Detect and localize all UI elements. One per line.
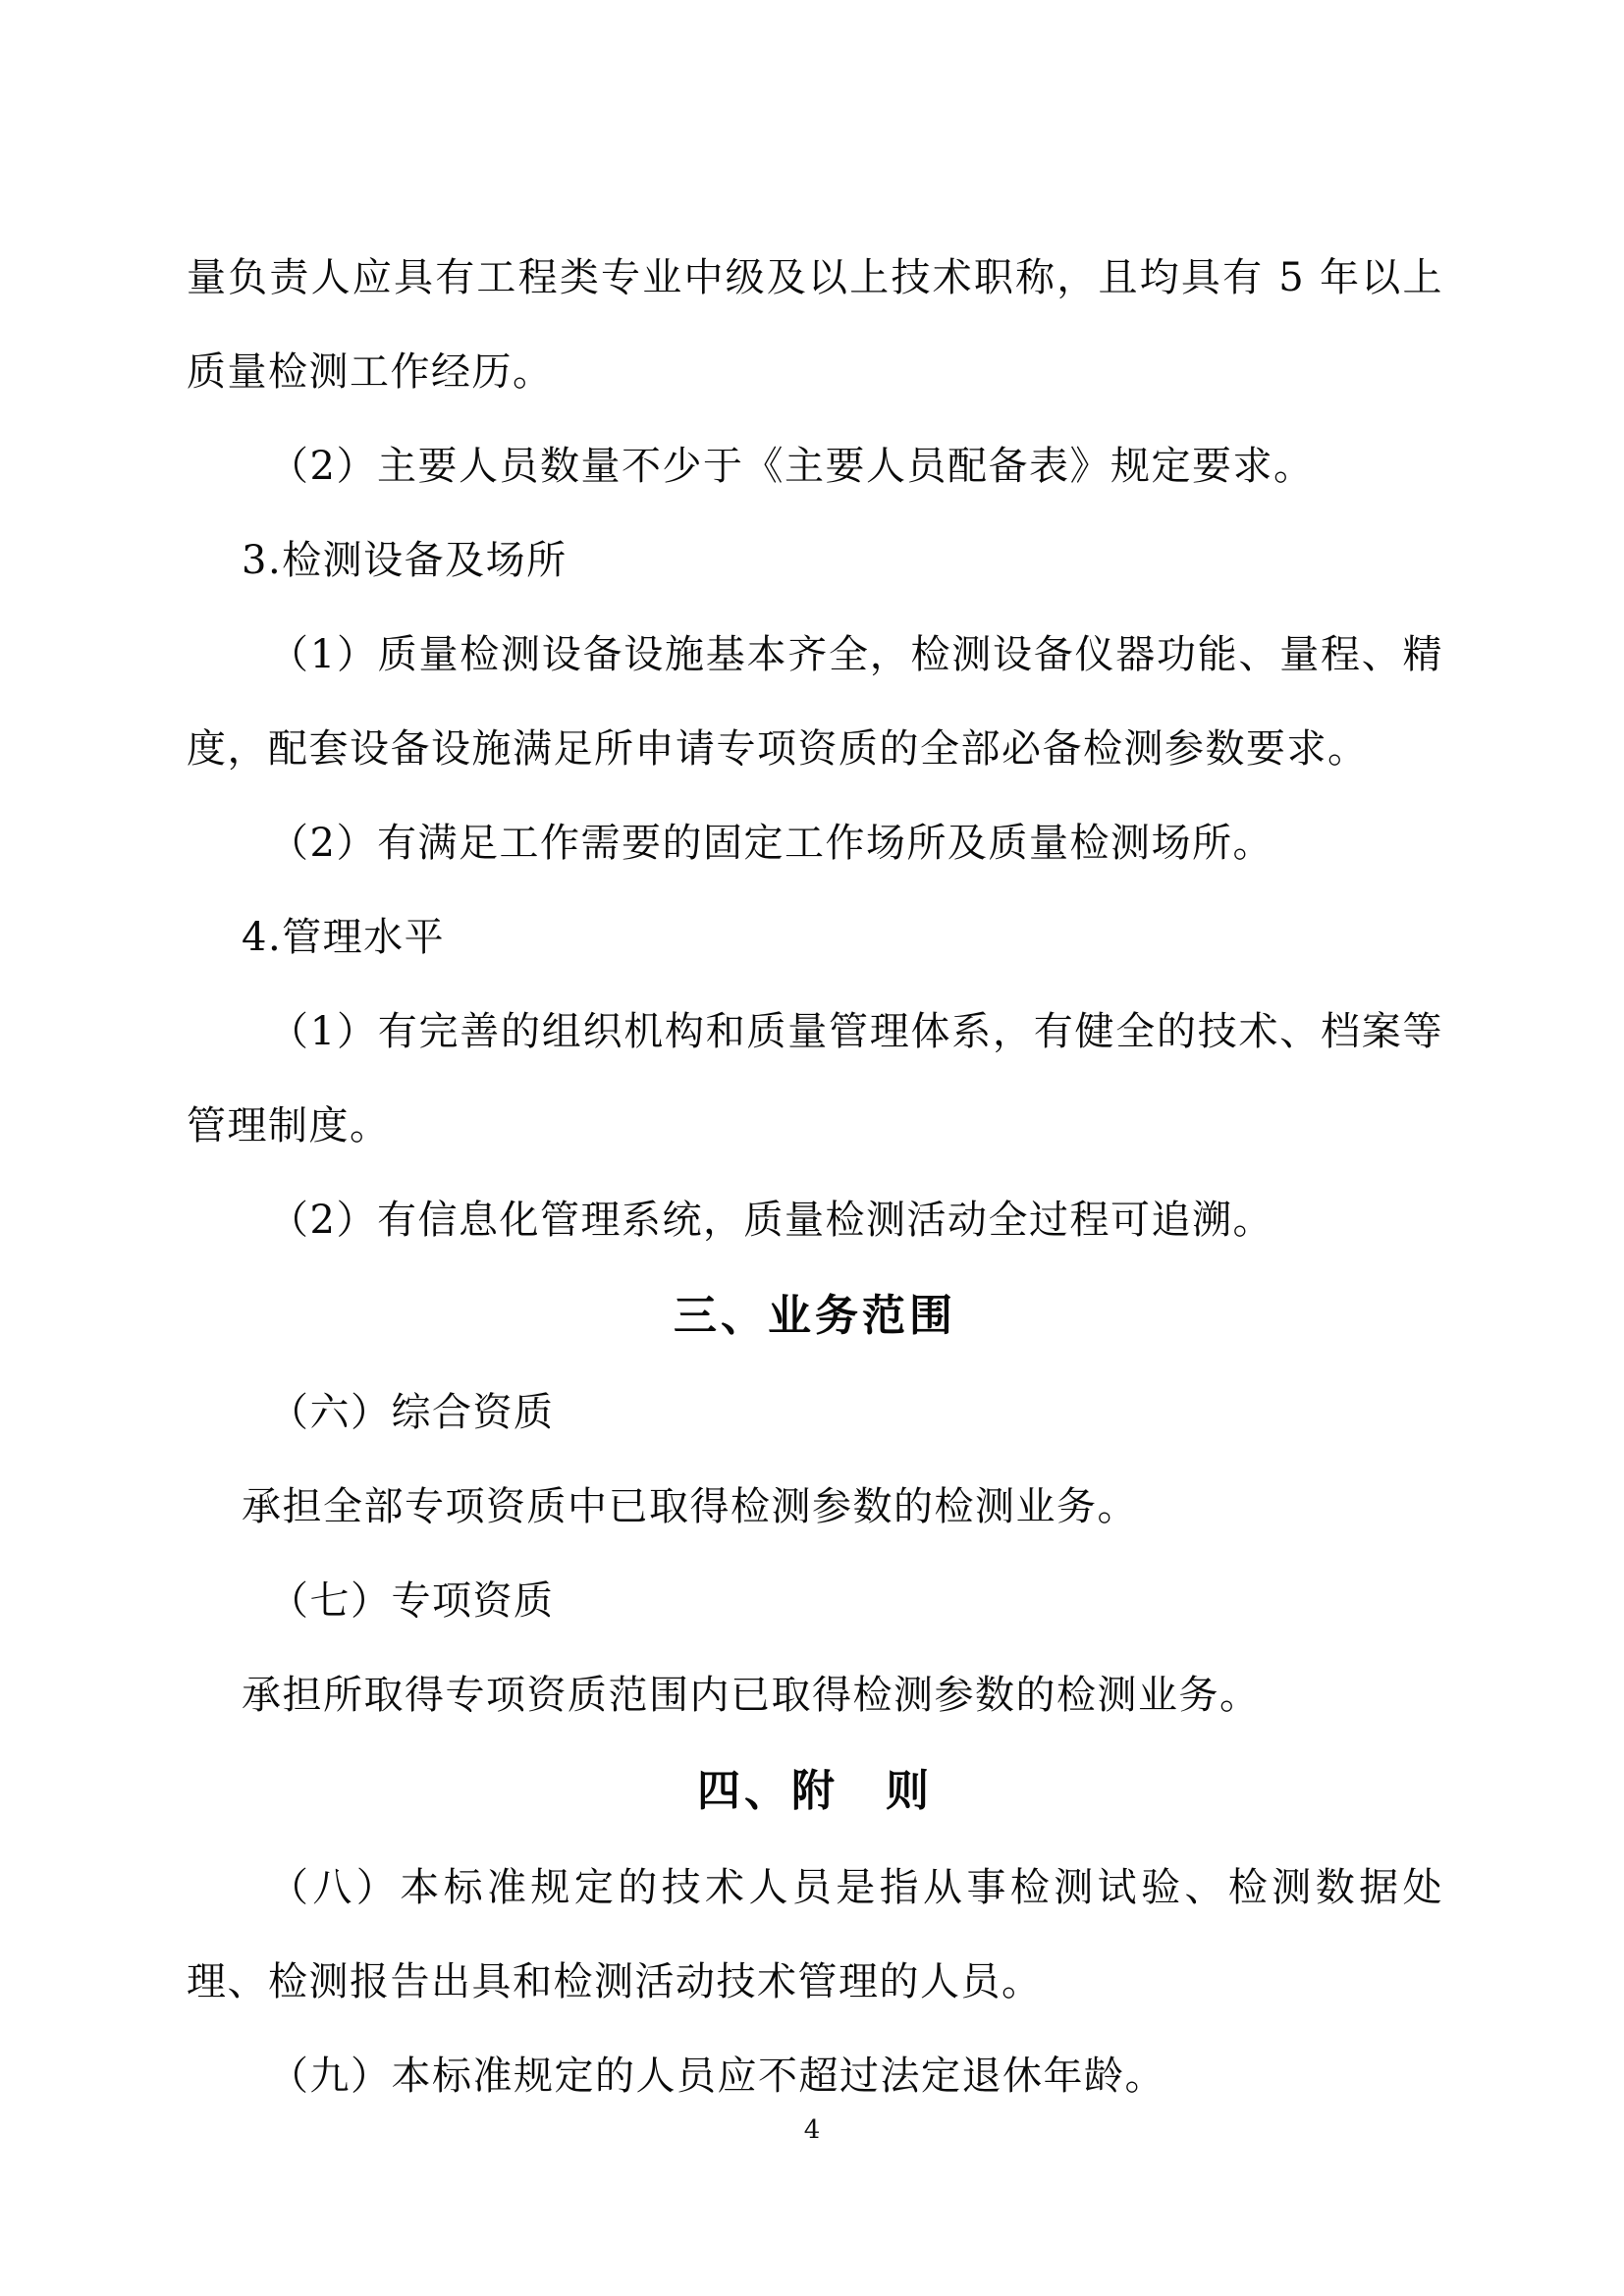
paragraph-section-3-title: 3.检测设备及场所 — [242, 538, 568, 583]
paragraph-item-7-body: 承担所取得专项资质范围内已取得检测参数的检测业务。 — [242, 1673, 1261, 1718]
paragraph-item-1-equipment: （1）质量检测设备设施基本齐全，检测设备仪器功能、量程、精度，配套设备设施满足所申请专项资质的全部必备检测参数要求。 — [187, 632, 1443, 772]
paragraph-item-2-staff-count: （2）主要人员数量不少于《主要人员配备表》规定要求。 — [269, 444, 1315, 489]
paragraph-item-9-retirement-age: （九）本标准规定的人员应不超过法定退休年龄。 — [269, 2054, 1165, 2099]
page-number: 4 — [803, 2115, 821, 2145]
paragraph-item-2-workplace: （2）有满足工作需要的固定工作场所及质量检测场所。 — [269, 821, 1273, 866]
paragraph-continuation-quality-manager: 量负责人应具有工程类专业中级及以上技术职称，且均具有 5 年以上质量检测工作经历。 — [187, 255, 1443, 395]
paragraph-item-6-comprehensive-qualification: （六）综合资质 — [269, 1390, 555, 1435]
heading-section-three-business-scope: 三、业务范围 — [674, 1291, 956, 1341]
heading-section-four-supplementary: 四、附 则 — [697, 1766, 933, 1816]
document-body — [187, 231, 1443, 2123]
paragraph-item-8-technical-staff: （八）本标准规定的技术人员是指从事检测试验、检测数据处理、检测报告出具和检测活动技术管理的人员。 — [187, 1865, 1443, 2004]
paragraph-item-7-special-qualification: （七）专项资质 — [269, 1578, 555, 1624]
paragraph-section-4-title: 4.管理水平 — [242, 915, 446, 960]
paragraph-item-6-body: 承担全部专项资质中已取得检测参数的检测业务。 — [242, 1484, 1138, 1529]
paragraph-item-1-management-system: （1）有完善的组织机构和质量管理体系，有健全的技术、档案等管理制度。 — [187, 1009, 1443, 1148]
paragraph-item-2-information-system: （2）有信息化管理系统，质量检测活动全过程可追溯。 — [269, 1198, 1273, 1243]
